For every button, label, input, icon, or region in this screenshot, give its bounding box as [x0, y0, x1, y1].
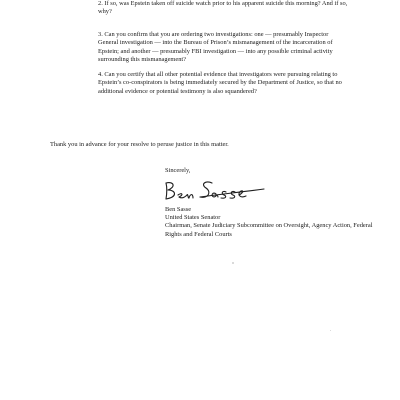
closing-sentence: Thank you in advance for your resolve to peruse justice in this matter. — [50, 141, 229, 148]
signatory-title: United States Senator — [165, 214, 221, 222]
scan-speck — [232, 262, 234, 264]
signatory-position: Chairman, Senate Judiciary Subcommittee on Oversight, Agency Action, Federal Rights and Federal Courts — [165, 222, 373, 238]
valediction: Sincerely, — [165, 167, 191, 174]
question-2: 2. If so, was Epstein taken off suicide watch prior to his apparent suicide this morning? And if so, why? — [98, 0, 348, 16]
signatory-name: Ben Sasse — [165, 206, 192, 213]
scan-speck — [330, 330, 331, 331]
handwritten-signature — [160, 175, 270, 205]
question-3: 3. Can you confirm that you are ordering two investigations: one — presumably Inspector General investigation — into the Bureau of Prison’s mismanagement of the incarceration of Epstein; and another — presumably FBI investigation — into any possible criminal activity surrounding this mismanagement? — [98, 31, 333, 64]
signature-drawing — [160, 175, 270, 205]
question-4: 4. Can you certify that all other potential evidence that investigators were pursuing relating to Epstein’s co-conspirators is being immediately secured by the Department of Justice, so that no additional evidence or potential testimony is also squandered? — [98, 71, 342, 95]
signature-block — [165, 206, 375, 239]
